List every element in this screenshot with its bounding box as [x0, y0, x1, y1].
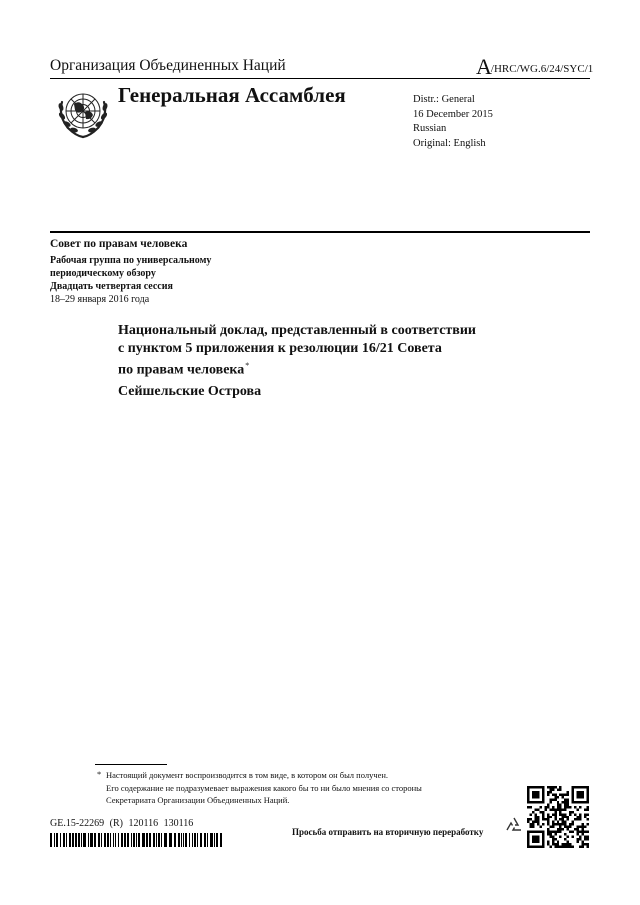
symbol-rest: /HRC/WG.6/24/SYC/1	[490, 63, 594, 75]
organization-name: Организация Объединенных Наций	[50, 57, 286, 74]
date-code: 120116	[128, 818, 159, 829]
document-symbol	[476, 54, 593, 80]
date-code: 130116	[163, 818, 194, 829]
title-line: с пунктом 5 приложения к резолюции 16/21 Совета	[118, 340, 442, 356]
distribution-line: Distr.: General	[413, 94, 475, 105]
document-number	[50, 818, 193, 829]
doc-number: GE.15-22269 (R)	[50, 818, 123, 829]
title-line	[118, 357, 538, 379]
distribution-block	[413, 93, 493, 151]
distribution-line: 16 December 2015	[413, 108, 493, 120]
recycle-notice: Просьба отправить на вторичную переработку	[292, 827, 484, 837]
footnote-line: Настоящий документ воспроизводится в том виде, в котором он был получен.	[106, 770, 389, 780]
title-line: Национальный доклад, представленный в соответствии	[118, 323, 476, 338]
header-rule	[50, 78, 590, 79]
footnote-line: Секретариата Организации Объединенных Наций.	[106, 795, 290, 805]
qr-code-icon	[527, 786, 589, 848]
title-line-text: по правам человека	[118, 362, 245, 378]
footnote-rule	[95, 764, 167, 765]
footnote-text	[106, 769, 516, 807]
session-name: Двадцать четвертая сессия	[50, 281, 173, 292]
session-dates: 18–29 января 2016 года	[50, 294, 150, 305]
section-rule	[50, 231, 590, 233]
footnote-mark: *	[97, 769, 102, 779]
distribution-line: Russian	[413, 123, 447, 134]
document-title	[118, 322, 538, 379]
footnote-reference: *	[245, 361, 250, 370]
distribution-line: Original: English	[413, 137, 486, 149]
recycle-icon	[503, 815, 525, 837]
un-emblem-icon	[52, 82, 114, 144]
body-name: Генеральная Ассамблея	[118, 83, 346, 107]
working-group: Рабочая группа по универсальному периодическому обзору	[50, 255, 212, 279]
barcode	[50, 833, 226, 847]
council-name: Совет по правам человека	[50, 238, 188, 250]
country-name: Сейшельские Острова	[118, 384, 262, 399]
footnote-line: Его содержание не подразумевает выражения какого бы то ни было мнения со стороны	[106, 782, 422, 793]
symbol-letter: A	[476, 54, 492, 79]
